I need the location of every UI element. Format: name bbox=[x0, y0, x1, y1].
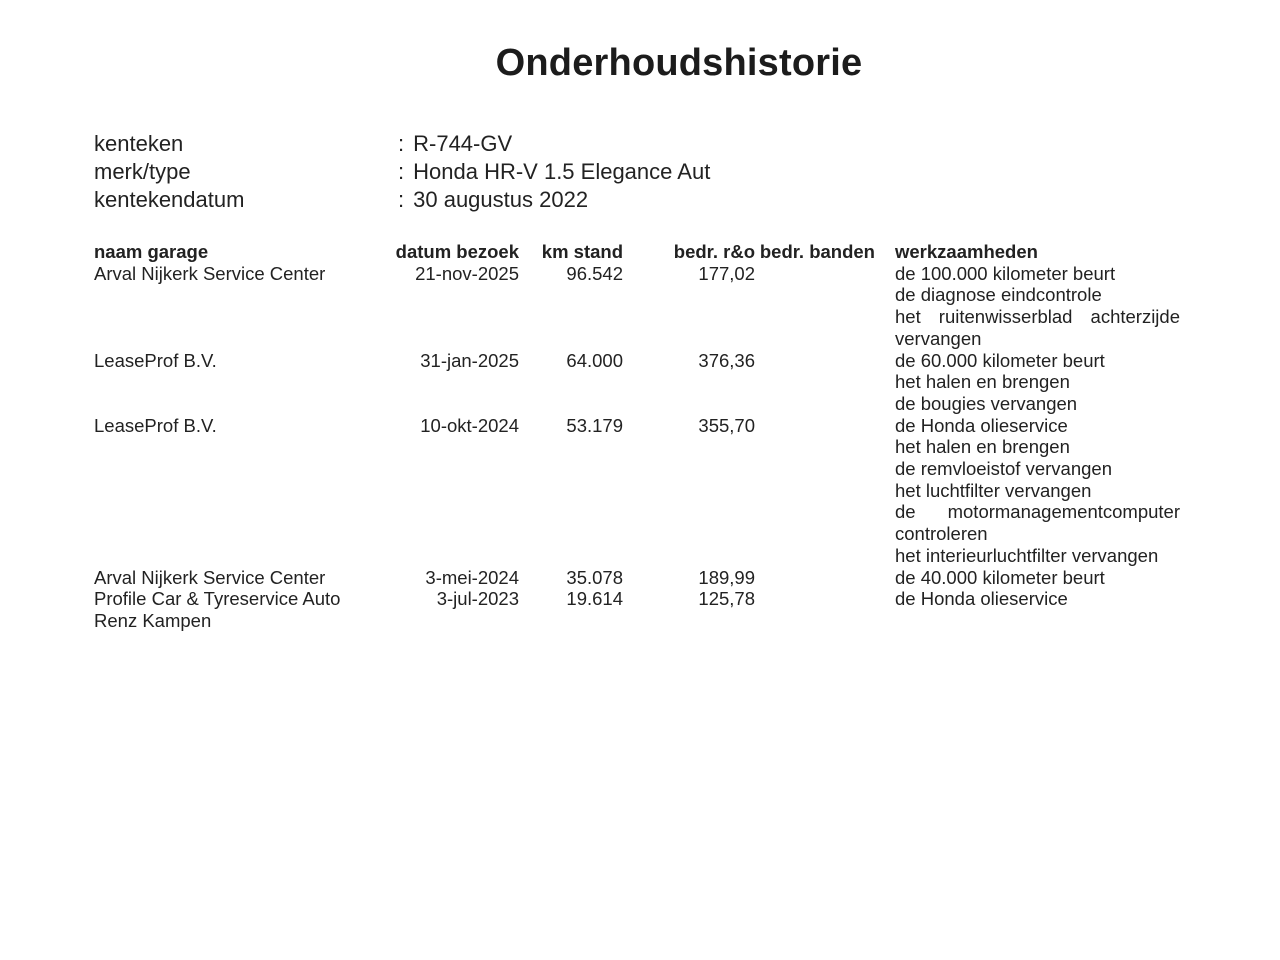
table-header-row bbox=[94, 241, 1180, 263]
cell-werkzaamheden bbox=[895, 567, 1180, 589]
cell-naam_garage: LeaseProf B.V. bbox=[94, 414, 217, 436]
cell-datum_bezoek: 3-mei-2024 bbox=[425, 566, 519, 588]
column-header-bedr_ro: bedr. r&o bbox=[673, 241, 755, 262]
cell-naam_garage: LeaseProf B.V. bbox=[94, 349, 217, 371]
vehicle-info-separator: : bbox=[398, 187, 405, 212]
service-history-table bbox=[94, 241, 1180, 632]
cell-bedr_ro: 189,99 bbox=[698, 566, 755, 588]
vehicle-info-separator: : bbox=[398, 159, 405, 184]
cell-km_stand: 96.542 bbox=[566, 262, 623, 284]
cell-bedr_ro: 125,78 bbox=[698, 588, 755, 610]
column-header-naam_garage: naam garage bbox=[94, 241, 209, 262]
table-row bbox=[94, 588, 1180, 631]
cell-bedr_ro: 177,02 bbox=[698, 262, 755, 284]
vehicle-info-value: R-744-GV bbox=[413, 131, 513, 156]
column-header-datum_bezoek: datum bezoek bbox=[395, 241, 519, 262]
werkzaamheid-line: de Honda olieservice bbox=[895, 588, 1068, 610]
page-title: Onderhoudshistorie bbox=[495, 42, 863, 84]
column-header-bedr_banden: bedr. banden bbox=[759, 241, 875, 262]
cell-werkzaamheden bbox=[895, 588, 1180, 610]
cell-naam_garage: Arval Nijkerk Service Center bbox=[94, 262, 326, 284]
werkzaamheid-line: de 60.000 kilometer beurt bbox=[895, 349, 1105, 371]
cell-km_stand: 53.179 bbox=[566, 414, 623, 436]
cell-km_stand: 35.078 bbox=[566, 566, 623, 588]
vehicle-info-row bbox=[94, 186, 710, 214]
werkzaamheid-line: het halen en brengen bbox=[895, 371, 1070, 393]
werkzaamheid-line: de motormanagementcomputer controleren bbox=[895, 501, 1180, 545]
cell-werkzaamheden bbox=[895, 263, 1180, 350]
werkzaamheid-line: de Honda olieservice bbox=[895, 414, 1068, 436]
vehicle-info-value: 30 augustus 2022 bbox=[413, 187, 589, 212]
vehicle-info-separator: : bbox=[398, 131, 405, 156]
cell-km_stand: 19.614 bbox=[566, 588, 623, 610]
column-header-km_stand: km stand bbox=[541, 241, 623, 262]
vehicle-info-value: Honda HR-V 1.5 Elegance Aut bbox=[413, 159, 711, 184]
cell-bedr_ro: 376,36 bbox=[698, 349, 755, 371]
werkzaamheid-line: het halen en brengen bbox=[895, 436, 1070, 458]
werkzaamheid-line: de 40.000 kilometer beurt bbox=[895, 566, 1105, 588]
table-row bbox=[94, 415, 1180, 567]
table-row bbox=[94, 350, 1180, 415]
table-body bbox=[94, 263, 1180, 632]
cell-datum_bezoek: 3-jul-2023 bbox=[436, 588, 519, 610]
werkzaamheid-line: het interieurluchtfilter vervangen bbox=[895, 544, 1159, 566]
werkzaamheid-line: de 100.000 kilometer beurt bbox=[895, 262, 1116, 284]
werkzaamheid-line: het ruitenwisserblad achterzijde vervangen bbox=[895, 306, 1180, 349]
vehicle-info-row bbox=[94, 130, 710, 158]
cell-datum_bezoek: 31-jan-2025 bbox=[420, 349, 519, 371]
cell-naam_garage: Profile Car & Tyreservice Auto Renz Kampen bbox=[94, 588, 341, 631]
column-header-werkzaamheden: werkzaamheden bbox=[895, 241, 1038, 262]
cell-datum_bezoek: 10-okt-2024 bbox=[420, 414, 519, 436]
vehicle-info-block bbox=[94, 130, 710, 214]
table-row bbox=[94, 263, 1180, 350]
vehicle-info-label: kenteken bbox=[94, 131, 184, 156]
werkzaamheid-line: de diagnose eindcontrole bbox=[895, 284, 1102, 306]
werkzaamheid-line: het luchtfilter vervangen bbox=[895, 479, 1092, 501]
cell-bedr_ro: 355,70 bbox=[698, 414, 755, 436]
vehicle-info-label: merk/type bbox=[94, 159, 191, 184]
cell-werkzaamheden bbox=[895, 415, 1180, 567]
vehicle-info-row bbox=[94, 158, 710, 186]
cell-werkzaamheden bbox=[895, 350, 1180, 415]
werkzaamheid-line: de remvloeistof vervangen bbox=[895, 458, 1112, 480]
cell-naam_garage: Arval Nijkerk Service Center bbox=[94, 566, 326, 588]
vehicle-info-label: kentekendatum bbox=[94, 187, 245, 212]
cell-datum_bezoek: 21-nov-2025 bbox=[415, 262, 519, 284]
cell-km_stand: 64.000 bbox=[566, 349, 623, 371]
table-row bbox=[94, 567, 1180, 589]
werkzaamheid-line: de bougies vervangen bbox=[895, 392, 1078, 414]
